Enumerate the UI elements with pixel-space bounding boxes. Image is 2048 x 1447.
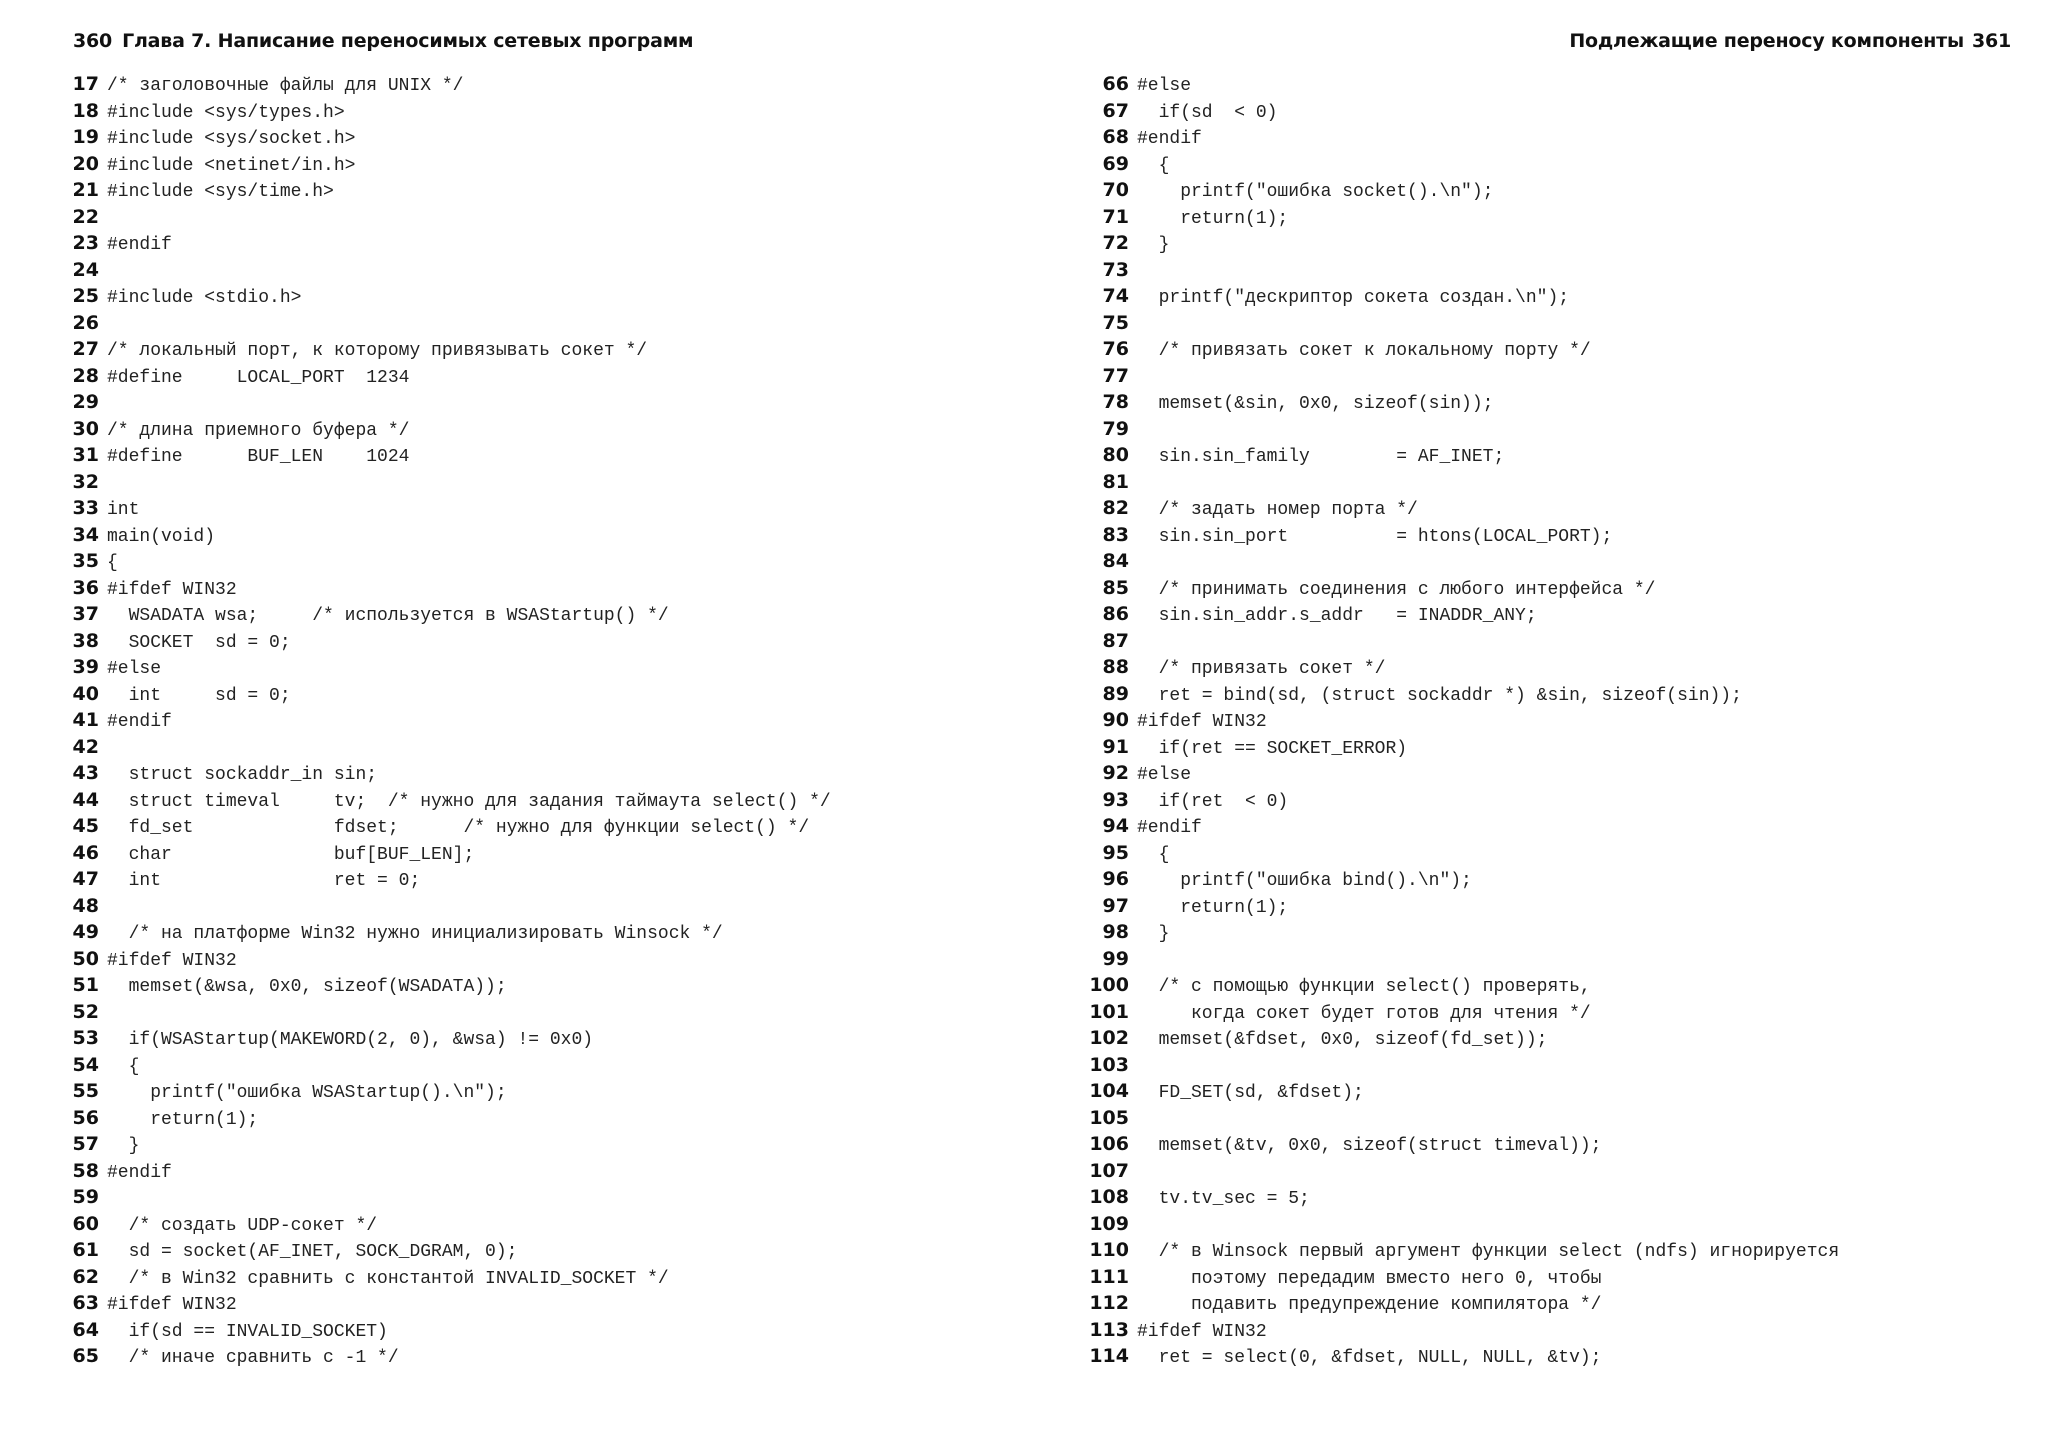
code-text: printf("ошибка socket().\n");	[1137, 182, 1494, 202]
line-number: 27	[72, 338, 99, 360]
code-text: #else	[1137, 76, 1192, 96]
code-line	[71, 283, 831, 310]
line-number: 92	[1102, 762, 1129, 784]
line-number: 97	[1102, 894, 1129, 917]
code-line	[71, 257, 831, 284]
code-line	[71, 840, 831, 867]
line-number: 40	[72, 682, 99, 705]
line-number: 53	[72, 1027, 99, 1049]
line-number: 49	[72, 921, 99, 943]
right-running-head	[1569, 30, 2011, 52]
code-line	[1087, 1158, 1839, 1185]
code-line	[1087, 1317, 1839, 1344]
code-line	[71, 548, 831, 575]
code-text: /* задать номер порта */	[1137, 500, 1418, 520]
code-line	[1087, 1211, 1839, 1238]
code-line	[71, 575, 831, 602]
code-text: {	[1137, 844, 1170, 865]
line-number: 113	[1089, 1318, 1129, 1341]
line-number: 47	[72, 868, 99, 890]
code-line	[1087, 363, 1839, 390]
code-line	[71, 151, 831, 178]
code-text: FD_SET(sd, &fdset);	[1137, 1083, 1364, 1103]
line-number: 71	[1102, 205, 1129, 228]
code-text: tv.tv_sec = 5;	[1137, 1189, 1310, 1209]
line-number: 34	[72, 523, 99, 546]
code-text: memset(&tv, 0x0, sizeof(struct timeval));	[1137, 1136, 1602, 1156]
line-number: 41	[72, 709, 99, 731]
code-line	[71, 1078, 831, 1105]
left-chapter-title: Глава 7. Написание переносимых сетевых программ	[122, 30, 694, 52]
line-number: 33	[72, 497, 99, 519]
line-number: 43	[72, 762, 99, 784]
line-number: 80	[1102, 444, 1129, 466]
code-line	[71, 98, 831, 125]
right-code-listing	[1087, 71, 1839, 1370]
line-number: 57	[72, 1133, 99, 1155]
line-number: 86	[1102, 603, 1129, 625]
code-text: #endif	[107, 235, 172, 255]
code-text: fd_set fdset; /* нужно для функции select() */	[107, 818, 810, 838]
code-text: sd = socket(AF_INET, SOCK_DGRAM, 0);	[107, 1242, 518, 1262]
code-text: if(sd == INVALID_SOCKET)	[107, 1321, 388, 1342]
line-number: 103	[1089, 1053, 1129, 1076]
code-line	[71, 1237, 831, 1264]
line-number: 88	[1102, 656, 1129, 678]
code-text: поэтому передадим вместо него 0, чтобы	[1137, 1268, 1602, 1289]
line-number: 90	[1102, 709, 1129, 731]
code-text: /* привязать сокет */	[1137, 659, 1386, 679]
code-text: if(ret < 0)	[1137, 791, 1289, 812]
code-text: #define BUF_LEN 1024	[107, 447, 410, 467]
line-number: 81	[1102, 470, 1129, 493]
line-number: 91	[1102, 735, 1129, 758]
code-line	[71, 813, 831, 840]
line-number: 98	[1102, 921, 1129, 943]
line-number: 94	[1102, 815, 1129, 837]
code-text: #else	[107, 659, 162, 679]
code-line	[1087, 760, 1839, 787]
line-number: 69	[1102, 152, 1129, 175]
code-text: {	[1137, 155, 1170, 176]
code-text: /* в Winsock первый аргумент функции select (ndfs) игнорируется	[1137, 1242, 1840, 1262]
code-text: int ret = 0;	[107, 871, 421, 891]
code-line	[71, 1184, 831, 1211]
code-line	[1087, 177, 1839, 204]
line-number: 28	[72, 364, 99, 387]
code-line	[1087, 336, 1839, 363]
code-line	[1087, 548, 1839, 575]
line-number: 72	[1102, 232, 1129, 254]
code-line	[71, 442, 831, 469]
code-line	[1087, 283, 1839, 310]
code-text: /* иначе сравнить с -1 */	[107, 1348, 399, 1368]
code-line	[71, 760, 831, 787]
code-line	[1087, 204, 1839, 231]
code-line	[1087, 628, 1839, 655]
line-number: 50	[72, 947, 99, 970]
line-number: 64	[72, 1318, 99, 1341]
code-text: #include <sys/time.h>	[107, 182, 334, 202]
code-line	[71, 1025, 831, 1052]
code-line	[71, 1343, 831, 1370]
line-number: 45	[72, 815, 99, 837]
code-line	[1087, 389, 1839, 416]
code-text: memset(&sin, 0x0, sizeof(sin));	[1137, 394, 1494, 414]
code-text: /* создать UDP-сокет */	[107, 1215, 378, 1236]
code-text: return(1);	[107, 1109, 259, 1130]
line-number: 60	[72, 1212, 99, 1235]
code-text: if(sd < 0)	[1137, 102, 1278, 123]
code-text: if(WSAStartup(MAKEWORD(2, 0), &wsa) != 0x0)	[107, 1030, 594, 1050]
code-line	[71, 1211, 831, 1238]
code-line	[1087, 1237, 1839, 1264]
code-text: /* заголовочные файлы для UNIX */	[107, 76, 464, 96]
line-number: 35	[72, 550, 99, 572]
code-line	[71, 469, 831, 496]
line-number: 42	[72, 735, 99, 758]
code-line	[1087, 1290, 1839, 1317]
code-text: #ifdef WIN32	[1137, 1321, 1267, 1342]
code-text: ret = bind(sd, (struct sockaddr *) &sin, sizeof(sin));	[1137, 685, 1742, 706]
code-text: }	[1137, 924, 1170, 944]
code-text: SOCKET sd = 0;	[107, 632, 291, 653]
line-number: 78	[1102, 391, 1129, 413]
line-number: 96	[1102, 868, 1129, 890]
line-number: 18	[72, 99, 99, 122]
line-number: 76	[1102, 338, 1129, 360]
code-text: printf("дескриптор сокета создан.\n");	[1137, 288, 1570, 308]
line-number: 36	[72, 576, 99, 599]
left-running-head	[73, 30, 693, 52]
line-number: 105	[1089, 1106, 1129, 1129]
code-line	[71, 866, 831, 893]
code-line	[1087, 1105, 1839, 1132]
line-number: 46	[72, 841, 99, 864]
code-line	[71, 919, 831, 946]
right-page-number: 361	[1971, 30, 2011, 52]
code-text: if(ret == SOCKET_ERROR)	[1137, 738, 1408, 759]
line-number: 110	[1089, 1239, 1129, 1261]
code-text: #endif	[1137, 818, 1202, 838]
line-number: 58	[72, 1159, 99, 1182]
code-line	[71, 999, 831, 1026]
line-number: 74	[1102, 285, 1129, 307]
line-number: 29	[72, 391, 99, 413]
line-number: 52	[72, 1000, 99, 1023]
code-line	[71, 204, 831, 231]
code-line	[71, 416, 831, 443]
line-number: 30	[72, 417, 99, 440]
line-number: 22	[72, 205, 99, 228]
code-line	[71, 1158, 831, 1185]
line-number: 54	[72, 1053, 99, 1076]
code-line	[1087, 946, 1839, 973]
code-text: #include <stdio.h>	[107, 288, 302, 308]
code-text: }	[107, 1136, 140, 1156]
line-number: 89	[1102, 682, 1129, 705]
line-number: 38	[72, 629, 99, 652]
code-line	[1087, 972, 1839, 999]
code-line	[1087, 1052, 1839, 1079]
code-line	[1087, 442, 1839, 469]
code-text: #ifdef WIN32	[107, 579, 237, 600]
line-number: 75	[1102, 311, 1129, 334]
code-line	[1087, 893, 1839, 920]
line-number: 109	[1089, 1212, 1129, 1235]
code-line	[71, 495, 831, 522]
code-text: #ifdef WIN32	[107, 950, 237, 971]
code-line	[1087, 1184, 1839, 1211]
code-line	[1087, 999, 1839, 1026]
code-line	[71, 893, 831, 920]
line-number: 99	[1102, 947, 1129, 970]
line-number: 100	[1089, 974, 1129, 996]
code-text: подавить предупреждение компилятора */	[1137, 1295, 1602, 1315]
code-line	[71, 1131, 831, 1158]
code-line	[71, 681, 831, 708]
code-text: }	[1137, 235, 1170, 255]
line-number: 24	[72, 258, 99, 281]
code-text: {	[107, 553, 118, 573]
code-line	[71, 787, 831, 814]
code-line	[1087, 813, 1839, 840]
code-text: /* в Win32 сравнить с константой INVALID_SOCKET */	[107, 1268, 669, 1289]
code-line	[71, 1317, 831, 1344]
right-section-title: Подлежащие переносу компоненты	[1569, 30, 1964, 52]
code-text: struct timeval tv; /* нужно для задания таймаута select() */	[107, 791, 831, 812]
line-number: 63	[72, 1292, 99, 1314]
code-line	[1087, 575, 1839, 602]
line-number: 85	[1102, 576, 1129, 599]
line-number: 83	[1102, 523, 1129, 546]
code-line	[71, 1105, 831, 1132]
code-line	[1087, 1264, 1839, 1291]
code-line	[1087, 495, 1839, 522]
line-number: 37	[72, 603, 99, 625]
line-number: 102	[1089, 1027, 1129, 1049]
line-number: 17	[72, 73, 99, 95]
line-number: 39	[72, 656, 99, 678]
line-number: 70	[1102, 179, 1129, 201]
line-number: 66	[1102, 73, 1129, 95]
line-number: 77	[1102, 364, 1129, 387]
code-line	[71, 389, 831, 416]
line-number: 67	[1102, 99, 1129, 122]
code-text: #include <sys/types.h>	[107, 102, 345, 123]
code-text: /* локальный порт, к которому привязывать сокет */	[107, 341, 648, 361]
line-number: 87	[1102, 629, 1129, 652]
code-text: #include <sys/socket.h>	[107, 129, 356, 149]
line-number: 84	[1102, 550, 1129, 572]
code-line	[71, 972, 831, 999]
line-number: 106	[1089, 1133, 1129, 1155]
code-text: #define LOCAL_PORT 1234	[107, 367, 410, 388]
code-line	[71, 124, 831, 151]
line-number: 20	[72, 152, 99, 175]
code-line	[1087, 151, 1839, 178]
code-text: sin.sin_addr.s_addr = INADDR_ANY;	[1137, 606, 1537, 626]
code-line	[71, 177, 831, 204]
code-text: int sd = 0;	[107, 685, 291, 706]
line-number: 48	[72, 894, 99, 917]
code-text: return(1);	[1137, 208, 1289, 229]
code-line	[1087, 840, 1839, 867]
code-line	[1087, 866, 1839, 893]
line-number: 31	[72, 444, 99, 466]
line-number: 93	[1102, 788, 1129, 811]
code-text: ret = select(0, &fdset, NULL, NULL, &tv);	[1137, 1348, 1602, 1368]
code-line	[1087, 71, 1839, 98]
code-line	[1087, 98, 1839, 125]
line-number: 59	[72, 1186, 99, 1208]
code-line	[1087, 601, 1839, 628]
code-text: int	[107, 500, 140, 520]
line-number: 73	[1102, 258, 1129, 281]
code-line	[1087, 919, 1839, 946]
line-number: 111	[1089, 1265, 1129, 1288]
code-line	[71, 336, 831, 363]
code-line	[1087, 681, 1839, 708]
code-line	[1087, 1025, 1839, 1052]
code-text: WSADATA wsa; /* используется в WSAStartup() */	[107, 606, 669, 626]
line-number: 68	[1102, 126, 1129, 148]
line-number: 25	[72, 285, 99, 307]
code-text: #endif	[1137, 129, 1202, 149]
line-number: 19	[72, 126, 99, 148]
line-number: 107	[1089, 1159, 1129, 1182]
line-number: 55	[72, 1080, 99, 1102]
line-number: 32	[72, 470, 99, 493]
left-code-listing	[71, 71, 831, 1370]
code-text: /* привязать сокет к локальному порту */	[1137, 341, 1591, 361]
line-number: 95	[1102, 841, 1129, 864]
code-line	[71, 654, 831, 681]
left-page-number: 360	[73, 30, 113, 52]
code-line	[1087, 230, 1839, 257]
line-number: 61	[72, 1239, 99, 1261]
line-number: 101	[1089, 1000, 1129, 1023]
code-text: #endif	[107, 1162, 172, 1183]
line-number: 21	[72, 179, 99, 201]
code-line	[71, 71, 831, 98]
code-line	[1087, 124, 1839, 151]
line-number: 65	[72, 1345, 99, 1367]
line-number: 26	[72, 311, 99, 334]
code-line	[1087, 1343, 1839, 1370]
line-number: 79	[1102, 417, 1129, 440]
code-text: printf("ошибка WSAStartup().\n");	[107, 1083, 507, 1103]
code-text: /* принимать соединения с любого интерфейса */	[1137, 579, 1656, 600]
code-line	[71, 522, 831, 549]
code-text: char buf[BUF_LEN];	[107, 844, 475, 865]
line-number: 23	[72, 232, 99, 254]
line-number: 44	[72, 788, 99, 811]
code-text: #else	[1137, 765, 1192, 785]
code-text: #endif	[107, 712, 172, 732]
code-line	[71, 628, 831, 655]
line-number: 56	[72, 1106, 99, 1129]
code-line	[71, 601, 831, 628]
code-line	[1087, 522, 1839, 549]
line-number: 62	[72, 1265, 99, 1288]
code-line	[1087, 787, 1839, 814]
code-text: memset(&wsa, 0x0, sizeof(WSADATA));	[107, 977, 507, 997]
line-number: 82	[1102, 497, 1129, 519]
code-line	[71, 1264, 831, 1291]
code-line	[1087, 416, 1839, 443]
code-line	[1087, 1078, 1839, 1105]
code-text: main(void)	[107, 526, 216, 547]
code-text: return(1);	[1137, 897, 1289, 918]
code-text: когда сокет будет готов для чтения */	[1137, 1003, 1591, 1024]
code-text: #include <netinet/in.h>	[107, 155, 356, 176]
code-line	[1087, 1131, 1839, 1158]
code-text: /* с помощью функции select() проверять,	[1137, 977, 1591, 997]
code-text: memset(&fdset, 0x0, sizeof(fd_set));	[1137, 1030, 1548, 1050]
code-line	[71, 310, 831, 337]
code-text: sin.sin_family = AF_INET;	[1137, 447, 1505, 467]
code-line	[71, 363, 831, 390]
line-number: 108	[1089, 1186, 1129, 1208]
code-line	[1087, 734, 1839, 761]
code-line	[1087, 257, 1839, 284]
code-line	[71, 1290, 831, 1317]
code-text: /* на платформе Win32 нужно инициализировать Winsock */	[107, 924, 723, 944]
code-line	[1087, 654, 1839, 681]
code-line	[1087, 469, 1839, 496]
code-line	[71, 230, 831, 257]
code-line	[71, 707, 831, 734]
code-text: sin.sin_port = htons(LOCAL_PORT);	[1137, 526, 1613, 547]
code-line	[1087, 310, 1839, 337]
line-number: 112	[1089, 1292, 1129, 1314]
code-text: /* длина приемного буфера */	[107, 420, 410, 441]
code-text: {	[107, 1056, 140, 1077]
code-line	[71, 734, 831, 761]
line-number: 104	[1089, 1080, 1129, 1102]
code-text: #ifdef WIN32	[1137, 712, 1267, 732]
code-line	[1087, 707, 1839, 734]
code-text: printf("ошибка bind().\n");	[1137, 871, 1472, 891]
code-line	[71, 946, 831, 973]
code-text: struct sockaddr_in sin;	[107, 765, 378, 785]
code-text: #ifdef WIN32	[107, 1295, 237, 1315]
code-line	[71, 1052, 831, 1079]
line-number: 114	[1089, 1345, 1129, 1367]
line-number: 51	[72, 974, 99, 996]
